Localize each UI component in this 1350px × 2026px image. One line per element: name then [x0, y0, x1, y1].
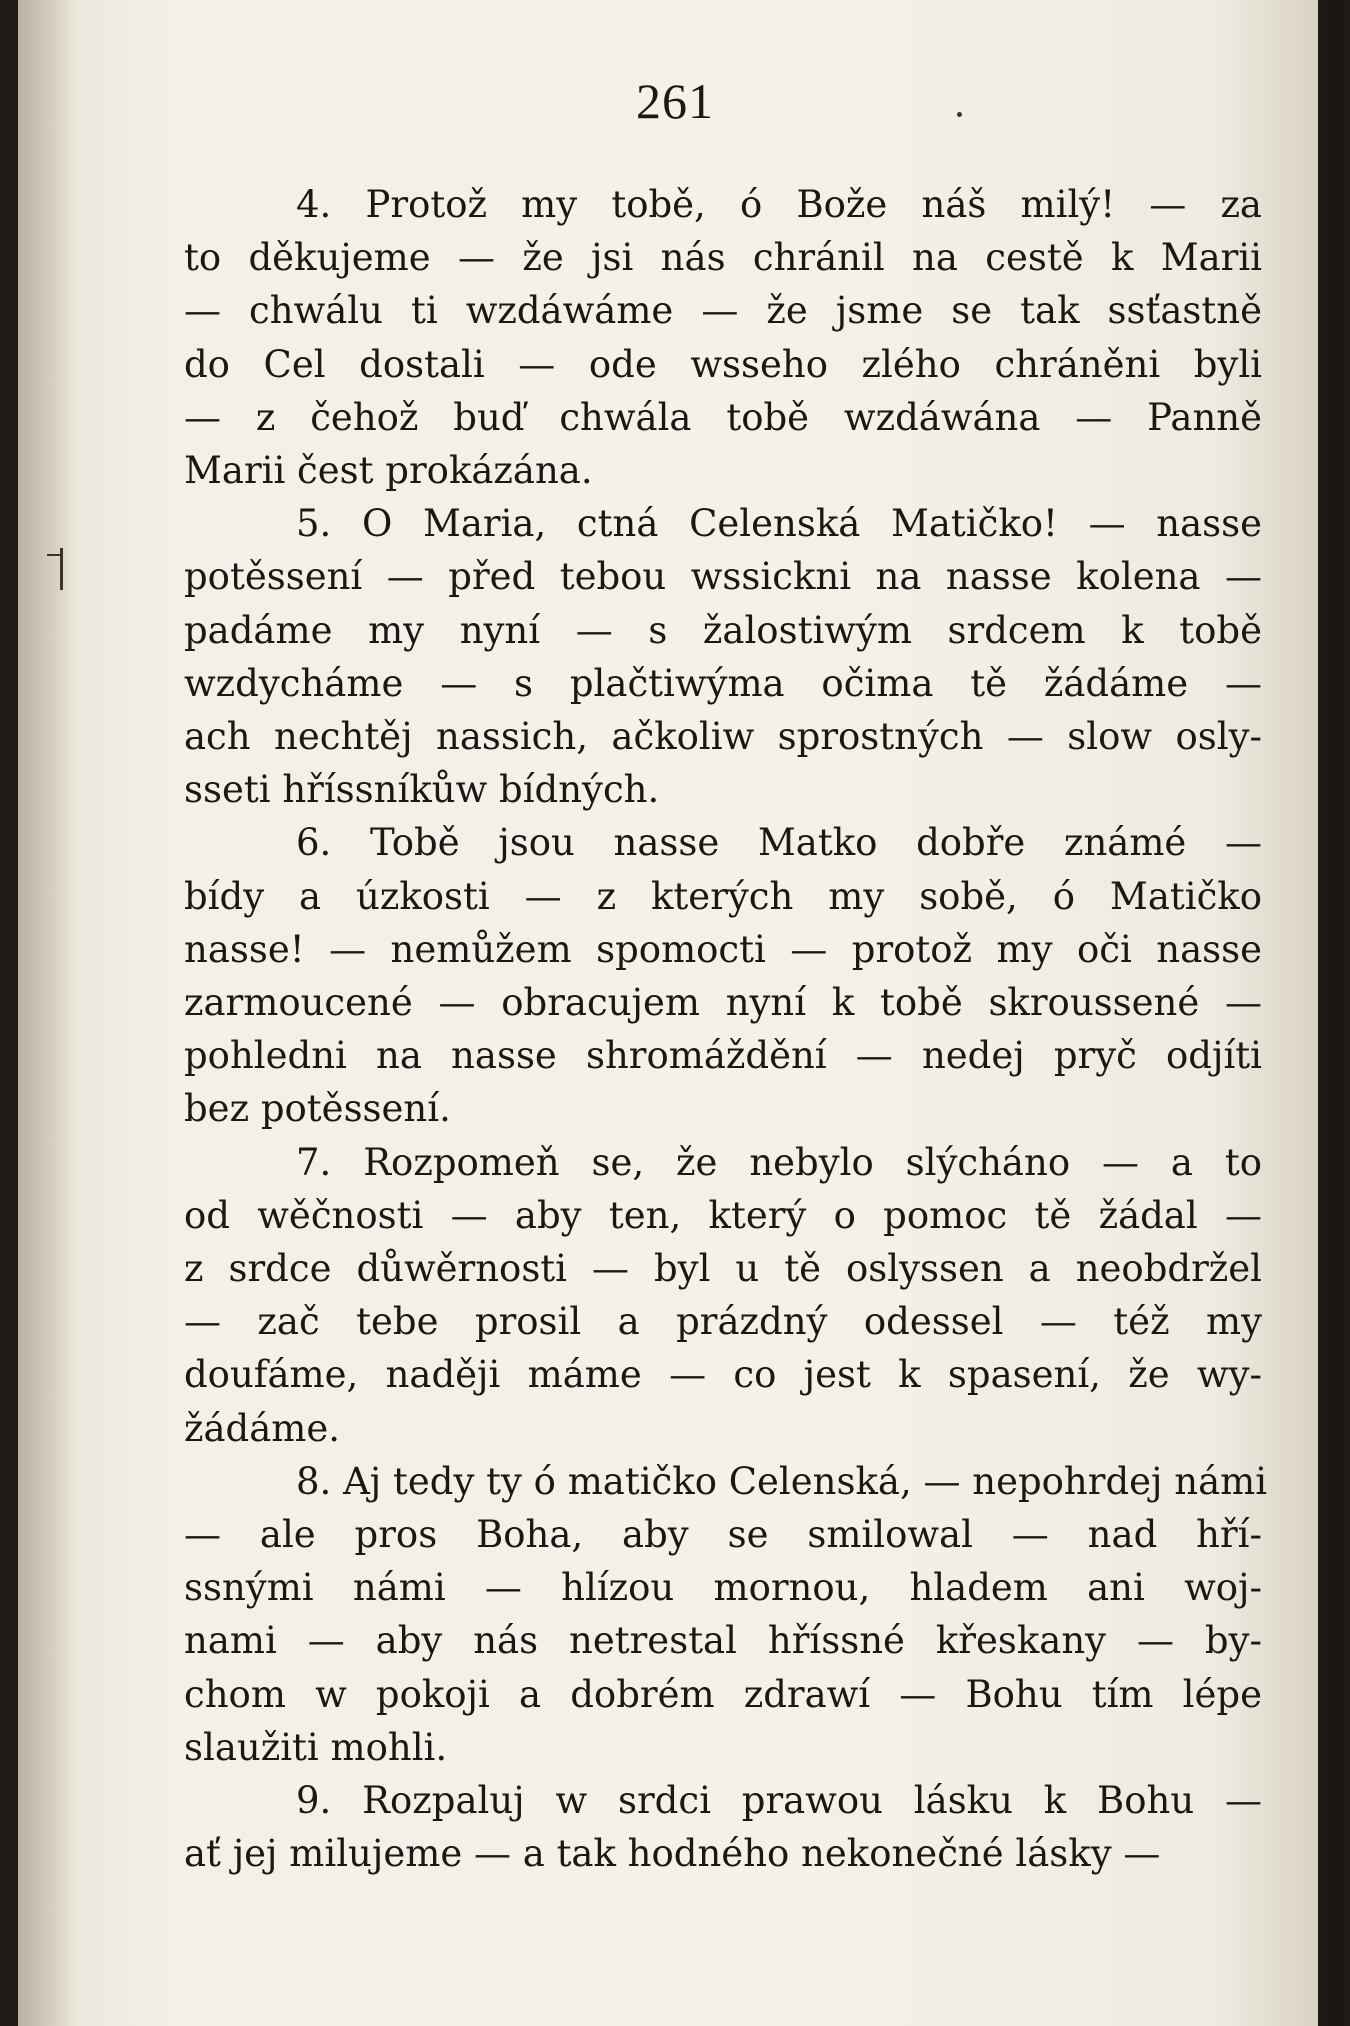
body-text	[184, 178, 1268, 1881]
text-line: 4. Protož my tobě, ó Bože náš milý! — za	[296, 183, 1262, 226]
paragraph	[184, 1774, 1262, 1880]
text-line: — z čehož buď chwála tobě wzdáwána — Panně	[184, 395, 1262, 439]
text-line: žádáme.	[184, 1406, 341, 1450]
text-line: do Cel dostali — ode wsseho zlého chráněni byli	[184, 342, 1262, 386]
text-line: z srdce důwěrnosti — byl u tě oslyssen a neobdržel	[184, 1247, 1262, 1291]
text-line: ať jej milujeme — a tak hodného nekonečné lásky —	[184, 1832, 1161, 1876]
text-line: bez potěssení.	[184, 1087, 451, 1131]
text-line: — zač tebe prosil a prázdný odessel — též my	[184, 1300, 1262, 1344]
page-edge-shadow	[1318, 0, 1350, 2026]
paragraph	[184, 1455, 1268, 1774]
text-line: ach nechtěj nassich, ačkoliw sprostných — slow osly-	[184, 715, 1262, 759]
text-line: — chwálu ti wzdáwáme — že jsme se tak ssťastně	[184, 289, 1262, 333]
text-line: — ale pros Boha, aby se smilowal — nad hří-	[184, 1513, 1262, 1557]
page-number: 261	[636, 73, 714, 129]
book-gutter	[18, 0, 76, 2026]
text-line: to děkujeme — že jsi nás chránil na cestě k Marii	[184, 236, 1262, 280]
text-line: 9. Rozpaluj w srdci prawou lásku k Bohu —	[296, 1779, 1262, 1823]
text-line: 6. Tobě jsou nasse Matko dobře známé —	[296, 821, 1262, 865]
text-line: sseti hříssníkůw bídných.	[184, 768, 660, 812]
paragraph	[184, 178, 1262, 497]
paragraph	[184, 497, 1262, 816]
text-line: Marii čest prokázána.	[184, 449, 593, 493]
paragraph	[184, 1136, 1262, 1455]
paragraph	[184, 816, 1262, 1135]
text-line: doufáme, naději máme — co jest k spasení, že wy-	[184, 1353, 1262, 1397]
text-line: potěssení — před tebou wssickni na nasse kolena —	[184, 555, 1262, 599]
text-line: 7. Rozpomeň se, že nebylo slýcháno — a to	[296, 1140, 1262, 1184]
text-line: nasse! — nemůžem spomocti — protož my oči nasse	[184, 927, 1262, 971]
text-line: 5. O Maria, ctná Celenská Matičko! — nasse	[296, 502, 1262, 546]
text-line: ssnými námi — hlízou mornou, hladem ani woj-	[184, 1566, 1262, 1610]
text-line: chom w pokoji a dobrém zdrawí — Bohu tím lépe	[184, 1672, 1262, 1716]
text-line: wzdycháme — s plačtiwýma očima tě žádáme —	[184, 661, 1262, 705]
text-line: nami — aby nás netrestal hříssné křeskany — by-	[184, 1619, 1262, 1663]
text-line: bídy a úzkosti — z kterých my sobě, ó Matičko	[184, 874, 1262, 918]
text-line: od wěčnosti — aby ten, který o pomoc tě žádal —	[184, 1193, 1262, 1237]
text-line: zarmoucené — obracujem nyní k tobě skroussené —	[184, 981, 1262, 1025]
text-line: padáme my nyní — s žalostiwým srdcem k tobě	[184, 608, 1262, 652]
text-line: pohledni na nasse shromáždění — nedej pryč odjíti	[184, 1034, 1262, 1078]
text-line: slaužiti mohli.	[184, 1725, 448, 1769]
margin-mark	[47, 554, 61, 556]
text-line: 8. Aj tedy ty ó matičko Celenská, — nepohrdej námi	[296, 1459, 1268, 1503]
